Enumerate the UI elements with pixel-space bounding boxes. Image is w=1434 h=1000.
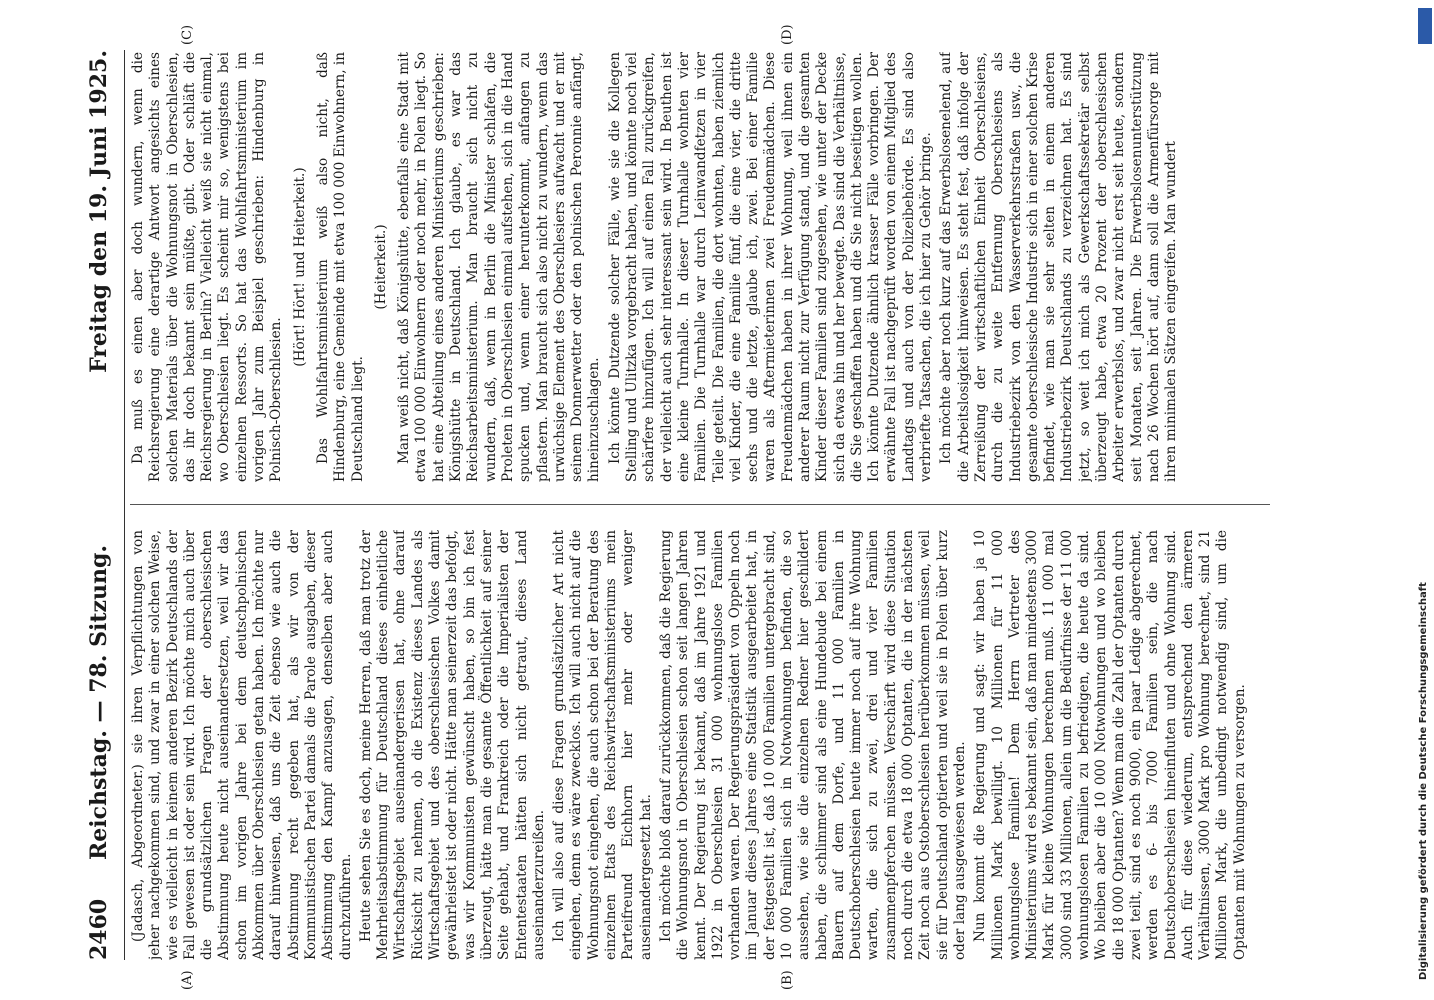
paragraph: Nun kommt die Regierung und sagt: wir haben ja 10 Millionen Mark bewilligt. 10 Millionen für 11 000 wohnungslose Familien! Dem Herrn Vertreter des Ministeriums wird es bekannt sein, daß man mindestens 3000 Mark für kleine Wohnungen berechnen muß. 11 000 mal 3000 sind 33 Millionen, allein um die Bedürfnisse der 11 000 wohnungslosen Familien zu befriedigen, die heute da sind. Wo bleiben aber die 10 000 Notwohnungen und wo bleiben die 18 000 Optanten? Wenn man die Zahl der Optanten durch zwei teilt, sind es noch 9000, ein paar Ledige abgerechnet, werden es 6- bis 7000 Familien sein, die nach Deutschoberschlesien hineinfluten und ohne Wohnung sind. Auch für diese wiederum, entsprechend den ärmeren Verhältnissen, 3000 Mark pro Wohnung berechnet, sind 21 Millionen Mark, die unbedingt notwendig sind, um die Optanten mit Wohnungen zu versorgen. — [972, 530, 1248, 960]
paragraph: Da muß es einen aber doch wundern, wenn die Reichsregierung eine derartige Antwort angesichts eines solchen Materials über die Wohnungsnot in Oberschlesien, das ihr doch bekannt sein müßte, gibt. Oder schläft die Reichsregierung in Berlin? Vielleicht weiß sie nicht einmal, wo Oberschlesien liegt. Es scheint mir so, wenigstens bei einzelnen Ressorts. So hat das Wohlfahrtsministerium im vorigen Jahr zum Beispiel geschrieben: Hindenburg in Polnisch-Oberschlesien. — [130, 52, 285, 482]
margin-mark-d: (D) — [780, 24, 795, 45]
document-page — [80, 24, 1280, 990]
column-divider — [130, 504, 1270, 505]
paragraph: Man weiß nicht, daß Königshütte, ebenfalls eine Stadt mit etwa 100 000 Einwohnern oder noch mehr, in Polen liegt. So hat eine Abteilung eines anderen Ministeriums geschrieben: Königshütte in Deutschland. Ich glaube, es war das Reichsarbeitsministerium. Man braucht sich nicht zu wundern, daß, wenn in Berlin die Minister schlafen, die Proleten in Oberschlesien einmal aufstehen, sich in die Hand spucken und, wenn einer herunterkommt, anfangen zu pflastern. Man braucht sich also nicht zu wundern, wenn das urwüchsige Element des Oberschlesiers aufwacht und er mit seinem Donnerwetter oder den polnischen Peronnie anfängt, hineinzuschlagen. — [396, 52, 603, 482]
page-number: 2460 — [86, 898, 112, 960]
footer-credit — [1418, 20, 1432, 980]
right-column — [130, 52, 1270, 482]
paragraph: (Jadasch, Abgeordneter.) sie ihren Verpflichtungen von jeher nachgekommen sind, und zwar in einer solchen Weise, wie es vielleicht in keinem anderen Bezirk Deutschlands der Fall gewesen ist oder sein wird. Ich möchte mich auch über die grundsätzlichen Fragen der oberschlesischen Abstimmung heute nicht auseinandersetzen, weil wir das schon im vorigen Jahre bei dem deutschpolnischen Abkommen über Oberschlesien getan haben. Ich möchte nur darauf hinweisen, daß uns die Zeit ebenso wie auch die Abstimmung recht gegeben hat, als wir von der Kommunistischen Partei damals die Parole ausgaben, dieser Abstimmung den Kampf anzusagen, denselben aber auch durchzuführen. — [130, 530, 354, 960]
paragraph: Ich möchte aber noch kurz auf das Erwerbslosenelend, auf die Arbeitslosigkeit hinweisen. Es steht fest, daß infolge der Zerreißung der wirtschaftlichen Einheit Oberschlesiens, durch die zu weite Entfernung Oberschlesiens als Industriebezirk von den Wasserverkehrsstraßen usw., die gesamte oberschlesische Industrie sich in einer solchen Krise befindet, wie man sie sehr selten in einem anderen Industriebezirk Deutschlands zu verzeichnen hat. Es sind jetzt, so weit ich mich als Gewerkschaftssekretär selbst überzeugt habe, etwa 20 Prozent der oberschlesischen Arbeiter erwerbslos, und zwar nicht erst seit heute, sondern seit Monaten, seit Jahren. Die Erwerbslosenunterstützung nach 26 Wochen hört auf, dann soll die Armenfürsorge mit ihren minimalen Sätzen eingreifen. Man wundert — [938, 52, 1180, 482]
header-rule — [124, 50, 125, 960]
paragraph: Ich will also auf diese Fragen grundsätzlicher Art nicht eingehen, denn es wäre zwecklos. Ich will auch nicht auf die Wohnungsnot eingehen, die auch schon bei der Beratung des einzelnen Etats des Reichswirtschaftsministeriums mein Parteifreund Eichhorn hier mehr oder weniger auseinandergesetzt hat. — [551, 530, 654, 960]
session-date: Freitag den 19. Juni 1925. — [86, 50, 112, 373]
margin-mark-c: (C) — [180, 24, 195, 45]
page-header — [80, 50, 120, 960]
paragraph: Ich möchte bloß darauf zurückkommen, daß die Regierung die Wohnungsnot in Oberschlesien schon seit langen Jahren kennt. Der Regierung ist bekannt, daß im Jahre 1921 und 1922 in Oberschlesien 31 000 wohnungslose Familien vorhanden waren. Der Regierungspräsident von Oppeln noch im Januar dieses Jahres eine Statistik ausgearbeitet hat, in der festgestellt ist, daß 10 000 Familien untergebracht sind, 10 000 Familien sich in Notwohnungen befinden, die so aussehen, wie sie die einzelnen Redner hier geschildert haben, die schlimmer sind als eine Hundebude bei einem Bauern auf dem Dorfe, und 11 000 Familien in Deutschoberschlesien heute immer noch auf ihre Wohnung warten, die sich zu zwei, drei und vier Familien zusammenpferchen müssen. Verschärft wird diese Situation noch durch die etwa 18 000 Optanten, die in der nächsten Zeit noch aus Ostoberschlesien herüberkommen müssen, weil sie für Deutschland optierten und weil sie in Polen über kurz oder lang ausgewiesen werden. — [657, 530, 968, 960]
margin-mark-a: (A) — [180, 970, 195, 990]
paragraph: Ich könnte Dutzende solcher Fälle, wie sie die Kollegen Stelling und Ulitzka vorgebracht haben, und könnte noch viel schärfere hinzufügen. Ich will auf einen Fall zurückgreifen, der vielleicht auch sehr interessant sein wird. In Beuthen ist eine kleine Turnhalle. In dieser Turnhalle wohnten vier Familien. Die Turnhalle war durch Leinwandfetzen in vier Teile geteilt. Die Familien, die dort wohnten, haben ziemlich viel Kinder, die eine Familie fünf, die eine vier, die dritte sechs und die letzte, glaube ich, zwei. Bei einer Familie waren als Aftermieterinnen zwei Freudenmädchen. Diese Freudenmädchen haben in ihrer Wohnung, weil ihnen ein anderer Raum nicht zur Verfügung stand, und die gesamten Kinder dieser Familien sind zugesehen, wie unter der Decke sich da etwas hin und her bewegte. Das sind die Verhältnisse, die Sie geschaffen haben und die Sie nicht beseitigen wollen. Ich könnte Dutzende ähnlich krasser Fälle vorbringen. Der erwähnte Fall ist nachgeprüft worden von einem Mitglied des Landtags und auch von der Polizeibehörde. Es sind also verbriefte Tatsachen, die ich hier zu Gehör bringe. — [606, 52, 935, 482]
margin-mark-b: (B) — [780, 970, 795, 990]
session-title: Reichstag. — 78. Sitzung. — [86, 544, 112, 860]
footer-credit-text: Digitalisierung gefördert durch die Deutsche Forschungsgemeinschaft — [1418, 582, 1429, 980]
paragraph: Das Wohlfahrtsministerium weiß also nicht, daß Hindenburg, eine Gemeinde mit etwa 100 000 Einwohnern, in Deutschland liegt. — [314, 52, 366, 482]
left-column — [130, 530, 1270, 960]
paragraph: (Heiterkeit.) — [372, 224, 389, 310]
paragraph: Heute sehen Sie es doch, meine Herren, daß man trotz der Mehrheitsabstimmung für Deutschland dieses einheitliche Wirtschaftsgebiet auseinandergerissen hat, ohne darauf Rücksicht zu nehmen, ob die Existenz dieses Landes als Wirtschaftsgebiet und des oberschlesischen Volkes damit gewährleistet ist oder nicht. Hätte man seinerzeit das befolgt, was wir Kommunisten gewünscht haben, so bin ich fest überzeugt, hätte man die gesamte Öffentlichkeit auf seiner Seite gehabt, und Frankreich oder die Imperialisten der Ententestaaten hätten sich nicht getraut, dieses Land auseinanderzureißen. — [357, 530, 547, 960]
paragraph: (Hört! Hört! und Heiterkeit.) — [291, 167, 308, 367]
